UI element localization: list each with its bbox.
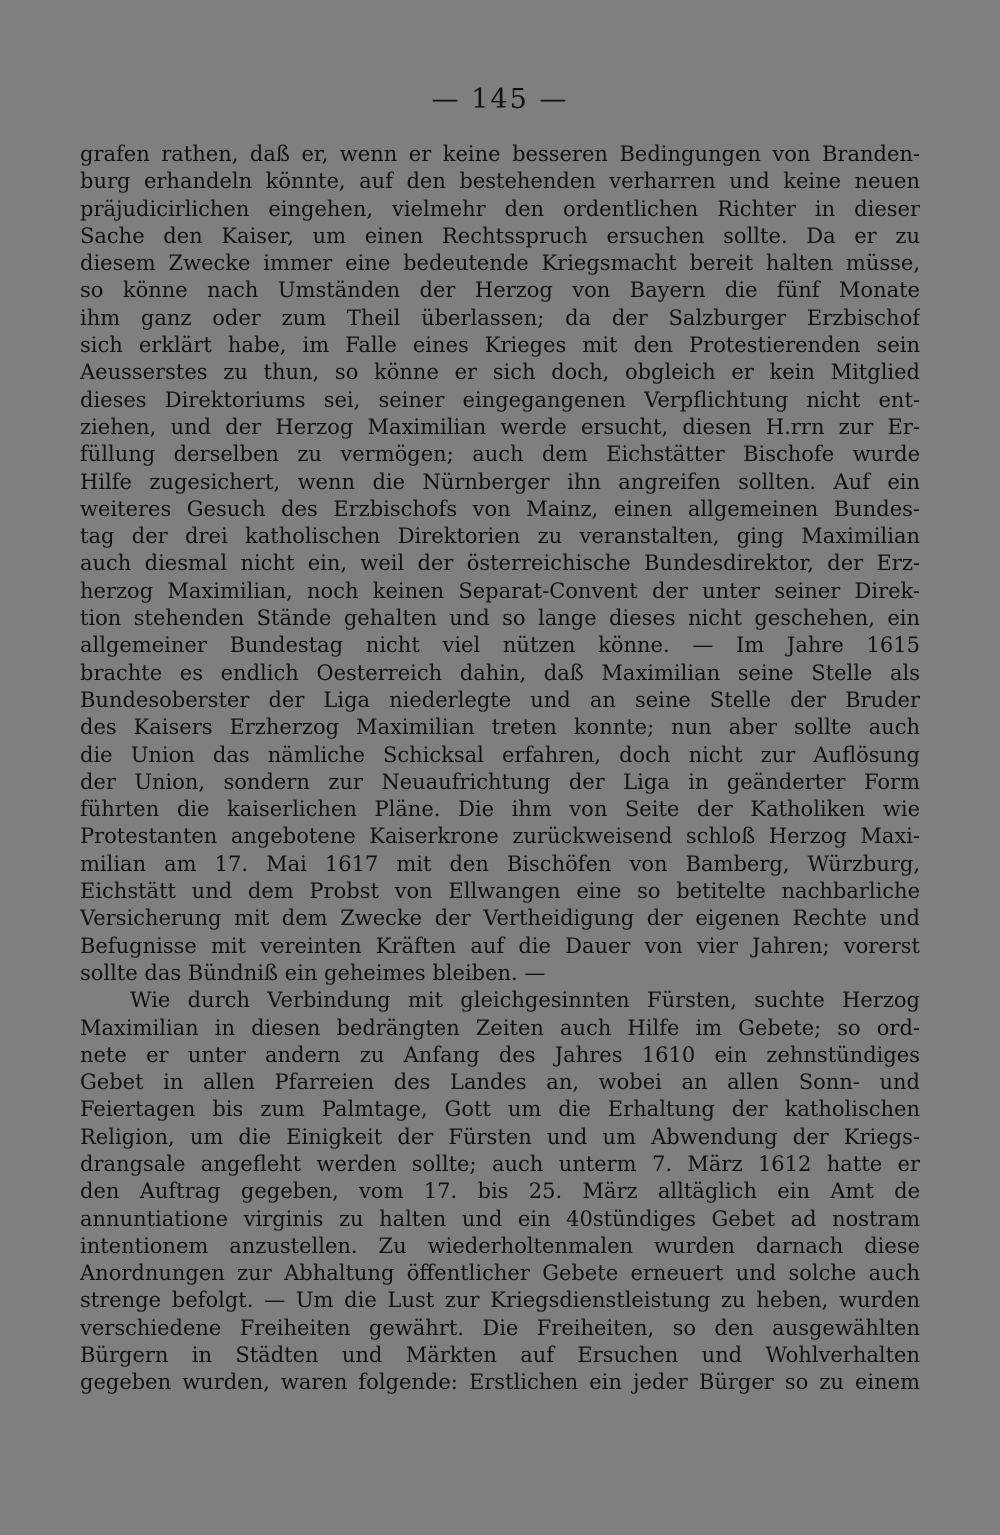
text-line: Religion, um die Einigkeit der Fürsten und um Abwendung der Kriegs- [80,1124,920,1149]
text-line: der Union, sondern zur Neuaufrichtung der Liga in geänderter Form [80,769,920,794]
text-line: des Kaisers Erzherzog Maximilian treten konnte; nun aber sollte auch [80,715,920,740]
text-line: drangsale angefleht werden sollte; auch unterm 7. März 1612 hatte er [80,1151,920,1176]
text-line: Bürgern in Städten und Märkten auf Ersuchen und Wohlverhalten [80,1343,920,1368]
text-line: Hilfe zugesichert, wenn die Nürnberger ihn angreifen sollten. Auf ein [80,469,920,494]
text-line: präjudicirlichen eingehen, vielmehr den ordentlichen Richter in dieser [80,196,920,221]
text-line: strenge befolgt. — Um die Lust zur Kriegsdienstleistung zu heben, wurden [80,1288,920,1313]
text-line: sich erklärt habe, im Falle eines Krieges mit den Protestierenden sein [80,333,920,358]
text-line: Eichstätt und dem Probst von Ellwangen eine so betitelte nachbarliche [80,879,920,904]
text-line: so könne nach Umständen der Herzog von Bayern die fünf Monate [80,278,920,303]
text-line: auch diesmal nicht ein, weil der österreichische Bundesdirektor, der Erz- [80,551,920,576]
text-line: Versicherung mit dem Zwecke der Vertheidigung der eigenen Rechte und [80,906,920,931]
text-line: allgemeiner Bundestag nicht viel nützen könne. — Im Jahre 1615 [80,633,920,658]
text-line: Protestanten angebotene Kaiserkrone zurückweisend schloß Herzog Maxi- [80,824,920,849]
page-number: — 145 — [431,84,569,115]
text-line: gegeben wurden, waren folgende: Erstlichen ein jeder Bürger so zu einem [80,1370,920,1395]
text-line: tag der drei katholischen Direktorien zu veranstalten, ging Maximilian [80,524,920,549]
text-line: Sache den Kaiser, um einen Rechtsspruch ersuchen sollte. Da er zu [80,223,920,248]
text-line: Feiertagen bis zum Palmtage, Gott um die Erhaltung der katholischen [80,1097,920,1122]
body-text [80,141,920,1397]
text-line: Gebet in allen Pfarreien des Landes an, wobei an allen Sonn- und [80,1070,920,1095]
text-line: Befugnisse mit vereinten Kräften auf die Dauer von vier Jahren; vorerst [80,933,920,958]
text-line: den Auftrag gegeben, vom 17. bis 25. März alltäglich ein Amt de [80,1179,920,1204]
text-line: verschiedene Freiheiten gewährt. Die Freiheiten, so den ausgewählten [80,1315,920,1340]
text-line: burg erhandeln könnte, auf den bestehenden verharren und keine neuen [80,169,920,194]
text-line: Bundesoberster der Liga niederlegte und an seine Stelle der Bruder [80,687,920,712]
text-line: dieses Direktoriums sei, seiner eingegangenen Verpflichtung nicht ent- [80,387,920,412]
text-line: führten die kaiserlichen Pläne. Die ihm von Seite der Katholiken wie [80,797,920,822]
text-line: ihm ganz oder zum Theil überlassen; da der Salzburger Erzbischof [80,305,920,330]
text-line: annuntiatione virginis zu halten und ein 40stündiges Gebet ad nostram [80,1206,920,1231]
text-line: brachte es endlich Oesterreich dahin, daß Maximilian seine Stelle als [80,660,920,685]
text-line: milian am 17. Mai 1617 mit den Bischöfen von Bamberg, Würzburg, [80,851,920,876]
text-line: füllung derselben zu vermögen; auch dem Eichstätter Bischofe wurde [80,442,920,467]
paragraph-start-line: Wie durch Verbindung mit gleichgesinnten Fürsten, suchte Herzog [130,988,920,1013]
paragraph-end-line: sollte das Bündniß ein geheimes bleiben. — [80,960,546,985]
text-line: herzog Maximilian, noch keinen Separat-Convent der unter seiner Direk- [80,578,920,603]
text-line: Aeusserstes zu thun, so könne er sich doch, obgleich er kein Mitglied [80,360,920,385]
text-line: die Union das nämliche Schicksal erfahren, doch nicht zur Auflösung [80,742,920,767]
text-line: nete er unter andern zu Anfang des Jahres 1610 ein zehnstündiges [80,1042,920,1067]
text-line: Maximilian in diesen bedrängten Zeiten auch Hilfe im Gebete; so ord- [80,1015,920,1040]
text-line: tion stehenden Stände gehalten und so lange dieses nicht geschehen, ein [80,606,920,631]
text-line: Anordnungen zur Abhaltung öffentlicher Gebete erneuert und solche auch [80,1261,920,1286]
text-line: intentionem anzustellen. Zu wiederholtenmalen wurden darnach diese [80,1233,920,1258]
text-line: ziehen, und der Herzog Maximilian werde ersucht, diesen H.rrn zur Er- [80,414,920,439]
text-line: grafen rathen, daß er, wenn er keine besseren Bedingungen von Branden- [80,142,920,166]
text-line: diesem Zwecke immer eine bedeutende Kriegsmacht bereit halten müsse, [80,251,920,276]
text-line: weiteres Gesuch des Erzbischofs von Mainz, einen allgemeinen Bundes- [80,496,920,521]
